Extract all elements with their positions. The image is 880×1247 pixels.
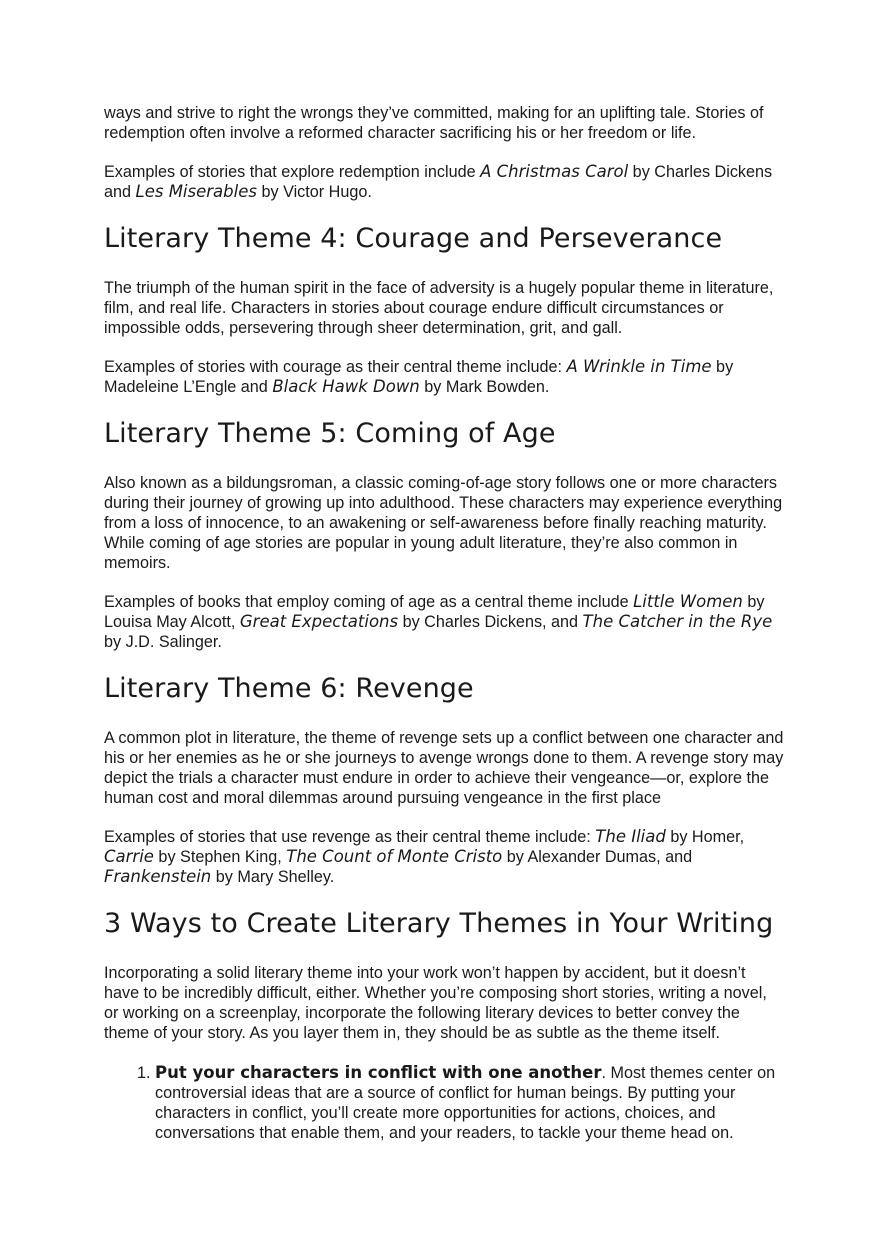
heading-three-ways: 3 Ways to Create Literary Themes in Your Writing xyxy=(104,908,774,939)
redemption-examples: Examples of stories that explore redemption include A Christmas Carol by Charles Dickens and Les Miserables by Victor Hugo. xyxy=(104,162,773,201)
document-body xyxy=(104,103,784,1143)
heading-theme-6: Literary Theme 6: Revenge xyxy=(104,673,474,704)
book-title: A Wrinkle in Time xyxy=(566,357,712,376)
revenge-paragraph: A common plot in literature, the theme of revenge sets up a conflict between one character and his or her enemies as he or she journeys to avenge wrongs done to them. A revenge story may depict the trials a character must endure in order to achieve their vengeance—or, explore the human cost and moral dilemmas around pursuing vengeance in the first place xyxy=(104,729,784,807)
book-title: Frankenstein xyxy=(104,867,212,886)
book-title: Carrie xyxy=(104,847,154,866)
redemption-paragraph: ways and strive to right the wrongs they’ve committed, making for an uplifting tale. Stories of redemption often involve a reformed character sacrificing his or her freedom or life. xyxy=(104,104,764,142)
book-title: Black Hawk Down xyxy=(272,377,420,396)
coming-of-age-paragraph: Also known as a bildungsroman, a classic coming-of-age story follows one or more characters during their journey of growing up into adulthood. These characters may experience everything from a loss of innocence, to an awakening or self-awareness before finally reaching maturity. While coming of age stories are popular in young adult literature, they’re also common in memoirs. xyxy=(104,474,783,572)
ways-list xyxy=(104,1063,784,1143)
heading-theme-4: Literary Theme 4: Courage and Perseverance xyxy=(104,223,723,254)
list-item: 1. Put your characters in conflict with one another. Most themes center on controversial ideas that are a source of conflict for human beings. By putting your characters in conflict, you’ll create more opportunities for actions, choices, and conversations that enable them, and your readers, to tackle your theme head on. xyxy=(155,1063,784,1143)
revenge-examples: Examples of stories that use revenge as their central theme include: The Iliad by Homer, Carrie by Stephen King, The Count of Monte Cristo by Alexander Dumas, and Frankenstein by Mary Shelley. xyxy=(104,827,745,886)
heading-theme-5: Literary Theme 5: Coming of Age xyxy=(104,418,556,449)
book-title: The Iliad xyxy=(595,827,666,846)
book-title: The Catcher in the Rye xyxy=(582,612,773,631)
courage-examples: Examples of stories with courage as their central theme include: A Wrinkle in Time by Madeleine L’Engle and Black Hawk Down by Mark Bowden. xyxy=(104,357,734,396)
three-ways-paragraph: Incorporating a solid literary theme into your work won’t happen by accident, but it doesn’t have to be incredibly difficult, either. Whether you’re composing short stories, writing a novel, or working on a screenplay, incorporate the following literary devices to better convey the theme of your story. As you layer them in, they should be as subtle as the theme itself. xyxy=(104,964,767,1042)
book-title: Great Expectations xyxy=(239,612,399,631)
coming-of-age-examples: Examples of books that employ coming of age as a central theme include Little Women by Louisa May Alcott, Great Expectations by Charles Dickens, and The Catcher in the Rye by J.D. Salinger. xyxy=(104,592,773,651)
book-title: A Christmas Carol xyxy=(480,162,629,181)
book-title: The Count of Monte Cristo xyxy=(286,847,503,866)
list-item-lead: Put your characters in conflict with one another xyxy=(155,1063,602,1082)
courage-paragraph: The triumph of the human spirit in the face of adversity is a hugely popular theme in literature, film, and real life. Characters in stories about courage endure difficult circumstances or impossible odds, persevering through sheer determination, grit, and gall. xyxy=(104,279,774,337)
book-title: Les Miserables xyxy=(135,182,257,201)
book-title: Little Women xyxy=(633,592,743,611)
